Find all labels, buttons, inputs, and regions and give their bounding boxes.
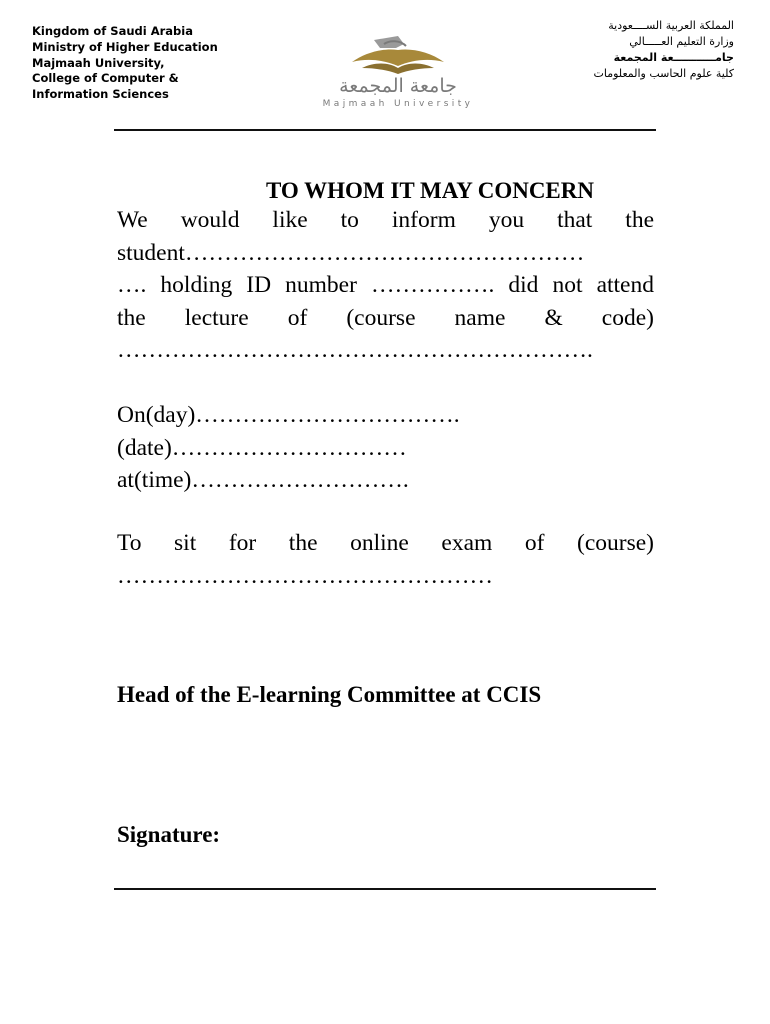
logo-english-text: Majmaah University — [322, 99, 474, 109]
university-logo — [300, 34, 496, 110]
header-english-line-2: Ministry of Higher Education — [32, 39, 218, 54]
schedule-block — [117, 399, 654, 497]
letter-paragraph-2 — [117, 527, 654, 592]
university-logo-icon — [300, 34, 496, 110]
paragraph-1-line-1: We would like to inform you that the — [117, 207, 654, 233]
header-divider — [114, 129, 656, 131]
student-id-blank: …. holding ID number ……………. did not attend — [117, 272, 654, 298]
letter-title: TO WHOM IT MAY CONCERN — [265, 178, 594, 203]
header-english-line-1: Kingdom of Saudi Arabia — [32, 24, 193, 38]
date-blank: (date)………………………… — [117, 434, 407, 461]
header-english-line-5: Information Sciences — [32, 87, 169, 102]
committee-head-label: Head of the E-learning Committee at CCIS — [117, 682, 542, 707]
header-arabic-line-2: وزارة التعليم العـــــالي — [629, 35, 734, 48]
header-english-block — [32, 24, 218, 103]
header-arabic-block — [594, 18, 734, 82]
header-arabic-line-1: المملكة العربية الســــعودية — [608, 19, 734, 32]
paragraph-2-line-1: To sit for the online exam of (course) — [117, 530, 654, 556]
paragraph-1-line-4: the lecture of (course name & code) — [117, 304, 654, 331]
letter-paragraph-1 — [117, 204, 654, 367]
signature-line — [114, 888, 656, 890]
header-english-line-3: Majmaah University, — [32, 55, 165, 70]
exam-course-blank: ………………………………………… — [117, 562, 493, 589]
header-english-line-4: College of Computer & — [32, 71, 179, 86]
course-name-blank: ……………………………………………………. — [117, 337, 593, 363]
header-arabic-line-4: كلية علوم الحاسب والمعلومات — [593, 67, 734, 80]
header-arabic-line-3: جامـــــــــــعة المجمعة — [613, 51, 734, 64]
signature-label: Signature: — [117, 822, 221, 847]
day-blank: On(day)……………………………. — [117, 402, 460, 428]
student-name-blank: student…………………………………………… — [117, 239, 585, 266]
logo-arabic-text: جامعة المجمعة — [339, 75, 457, 97]
time-blank: at(time)………………………. — [117, 467, 409, 493]
